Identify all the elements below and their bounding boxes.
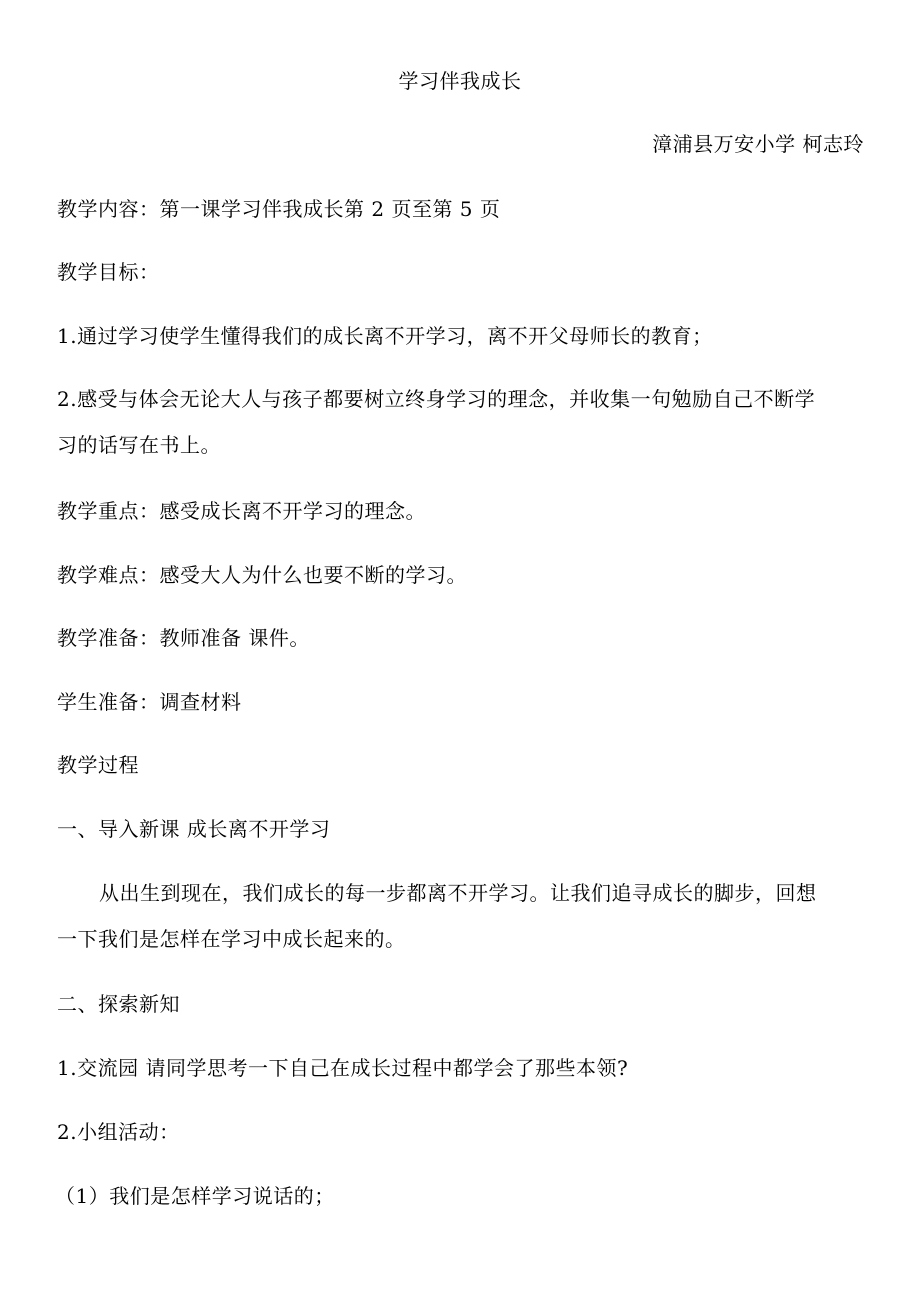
section-1-paragraph-line-2: 一下我们是怎样在学习中成长起来的。 — [57, 927, 406, 951]
section-1-paragraph-line-1: 从出生到现在，我们成长的每一步都离不开学习。让我们追寻成长的脚步，回想 — [99, 881, 817, 905]
goals-heading: 教学目标： — [57, 260, 160, 284]
item-2: 2.小组活动： — [57, 1120, 180, 1144]
key-point: 教学重点：感受成长离不开学习的理念。 — [57, 499, 426, 523]
teacher-preparation: 教学准备：教师准备 课件。 — [57, 626, 310, 650]
goal-2-line-2: 习的话写在书上。 — [57, 433, 221, 457]
difficult-point: 教学难点：感受大人为什么也要不断的学习。 — [57, 563, 467, 587]
goal-2-line-1: 2.感受与体会无论大人与孩子都要树立终身学习的理念，并收集一句勉励自己不断学 — [57, 387, 816, 411]
section-1-heading: 一、导入新课 成长离不开学习 — [57, 817, 331, 841]
process-heading: 教学过程 — [57, 753, 139, 777]
item-1: 1.交流园 请同学思考一下自己在成长过程中都学会了那些本领? — [57, 1056, 629, 1080]
sub-item-1: （1）我们是怎样学习说话的； — [55, 1184, 335, 1208]
author-line: 漳浦县万安小学 柯志玲 — [652, 132, 864, 156]
teaching-content: 教学内容：第一课学习伴我成长第 2 页至第 5 页 — [57, 197, 501, 221]
goal-1: 1.通过学习使学生懂得我们的成长离不开学习，离不开父母师长的教育； — [57, 324, 713, 348]
document-title: 学习伴我成长 — [398, 69, 522, 93]
section-2-heading: 二、探索新知 — [57, 992, 180, 1016]
student-preparation: 学生准备：调查材料 — [57, 690, 242, 714]
